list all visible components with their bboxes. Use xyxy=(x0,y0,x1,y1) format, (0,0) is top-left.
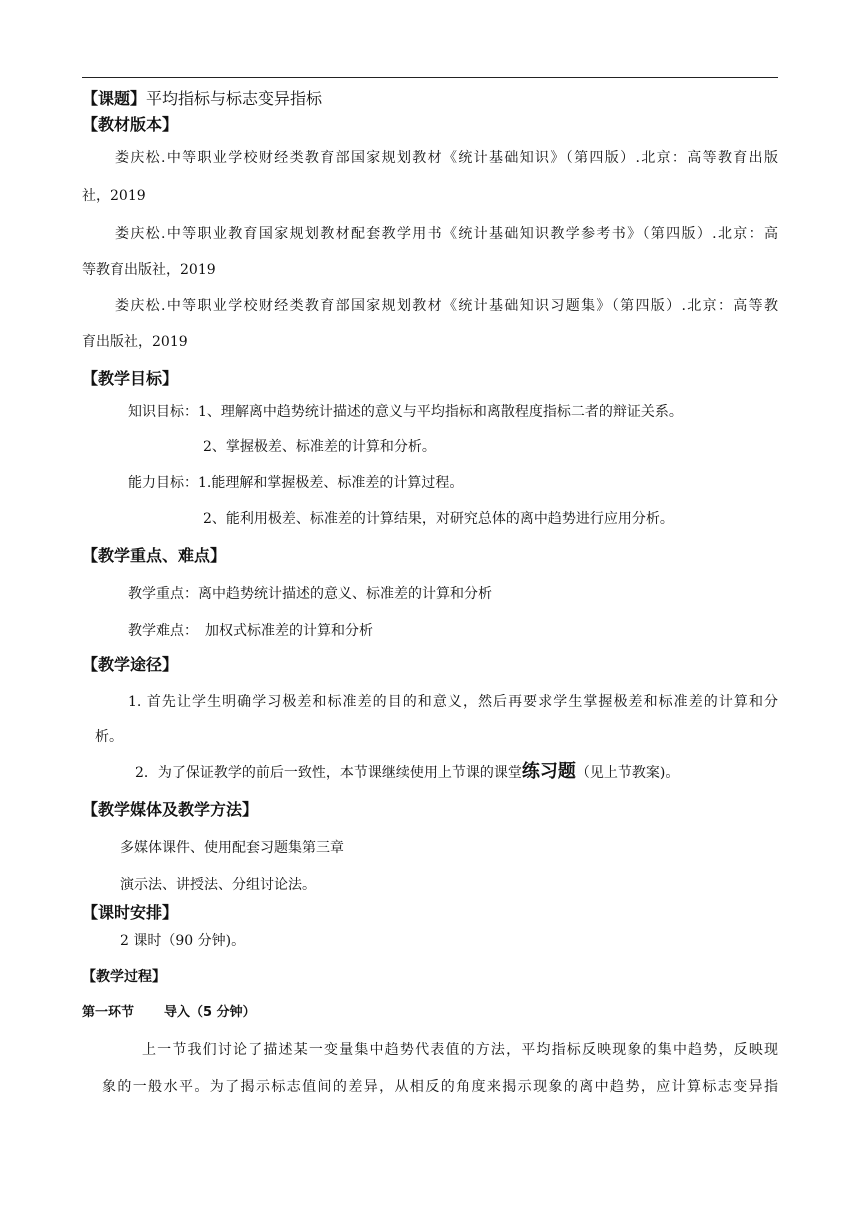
difficult-point: 教学难点： 加权式标准差的计算和分析 xyxy=(128,623,373,639)
ability-objective-1: 能力目标：1.能理解和掌握极差、标准差的计算过程。 xyxy=(128,475,464,491)
topic-value: 平均指标与标志变异指标 xyxy=(146,89,323,108)
schedule-heading: 【课时安排】 xyxy=(82,903,179,922)
keypoints-heading: 【教学重点、难点】 xyxy=(82,546,227,565)
approach-item-1-line2: 析。 xyxy=(95,729,123,745)
section-label: 第一环节 xyxy=(82,1005,135,1020)
approach-heading: 【教学途径】 xyxy=(82,655,179,674)
knowledge-objective-2: 2、掌握极差、标准差的计算和分析。 xyxy=(203,439,436,455)
section-title-row xyxy=(82,1003,256,1023)
ref-2-line1: 娄庆松.中等职业教育国家规划教材配套教学用书《统计基础知识教学参考书》（第四版）.北京：高 xyxy=(115,226,778,242)
intro-paragraph-line2: 象的一般水平。为了揭示标志值间的差异，从相反的角度来揭示现象的离中趋势，应计算标志变异指 xyxy=(102,1079,778,1095)
ref-1-line1: 娄庆松.中等职业学校财经类教育部国家规划教材《统计基础知识》（第四版）.北京：高等教育出版 xyxy=(115,150,778,166)
approach-item-2-text: 2．为了保证教学的前后一致性，本节课继续使用上节课的课堂 xyxy=(135,765,522,781)
approach-item-2 xyxy=(135,762,679,783)
lesson-topic xyxy=(82,88,322,110)
objectives-heading: 【教学目标】 xyxy=(82,369,179,388)
knowledge-objective-1: 知识目标：1、理解离中趋势统计描述的意义与平均指标和离散程度指标二者的辩证关系。 xyxy=(128,404,683,420)
schedule-text: 2 课时（90 分钟)。 xyxy=(120,933,246,949)
key-point: 教学重点：离中趋势统计描述的意义、标准差的计算和分析 xyxy=(128,586,492,602)
section-title: 导入（5 分钟） xyxy=(164,1005,256,1020)
topic-label: 【课题】 xyxy=(82,89,147,108)
header-rule xyxy=(82,77,778,78)
approach-item-2-note: （见上节教案)。 xyxy=(575,765,680,781)
media-line-1: 多媒体课件、使用配套习题集第三章 xyxy=(120,840,344,856)
ref-3-line2: 育出版社，2019 xyxy=(82,334,188,350)
ref-1-line2: 社，2019 xyxy=(82,188,146,204)
media-line-2: 演示法、讲授法、分组讨论法。 xyxy=(120,877,316,893)
ability-objective-2: 2、能利用极差、标准差的计算结果，对研究总体的离中趋势进行应用分析。 xyxy=(203,511,674,527)
exercise-label: 练习题 xyxy=(521,761,576,782)
intro-paragraph-line1: 上一节我们讨论了描述某一变量集中趋势代表值的方法，平均指标反映现象的集中趋势，反映现 xyxy=(142,1042,778,1058)
ref-3-line1: 娄庆松.中等职业学校财经类教育部国家规划教材《统计基础知识习题集》（第四版）.北京：高等教 xyxy=(115,298,778,314)
textbook-heading: 【教材版本】 xyxy=(82,115,179,134)
media-heading: 【教学媒体及教学方法】 xyxy=(82,800,259,819)
process-heading: 【教学过程】 xyxy=(82,969,166,985)
approach-item-1-line1: 1. 首先让学生明确学习极差和标准差的目的和意义，然后再要求学生掌握极差和标准差的计算和分 xyxy=(128,694,778,710)
ref-2-line2: 等教育出版社，2019 xyxy=(82,262,216,278)
